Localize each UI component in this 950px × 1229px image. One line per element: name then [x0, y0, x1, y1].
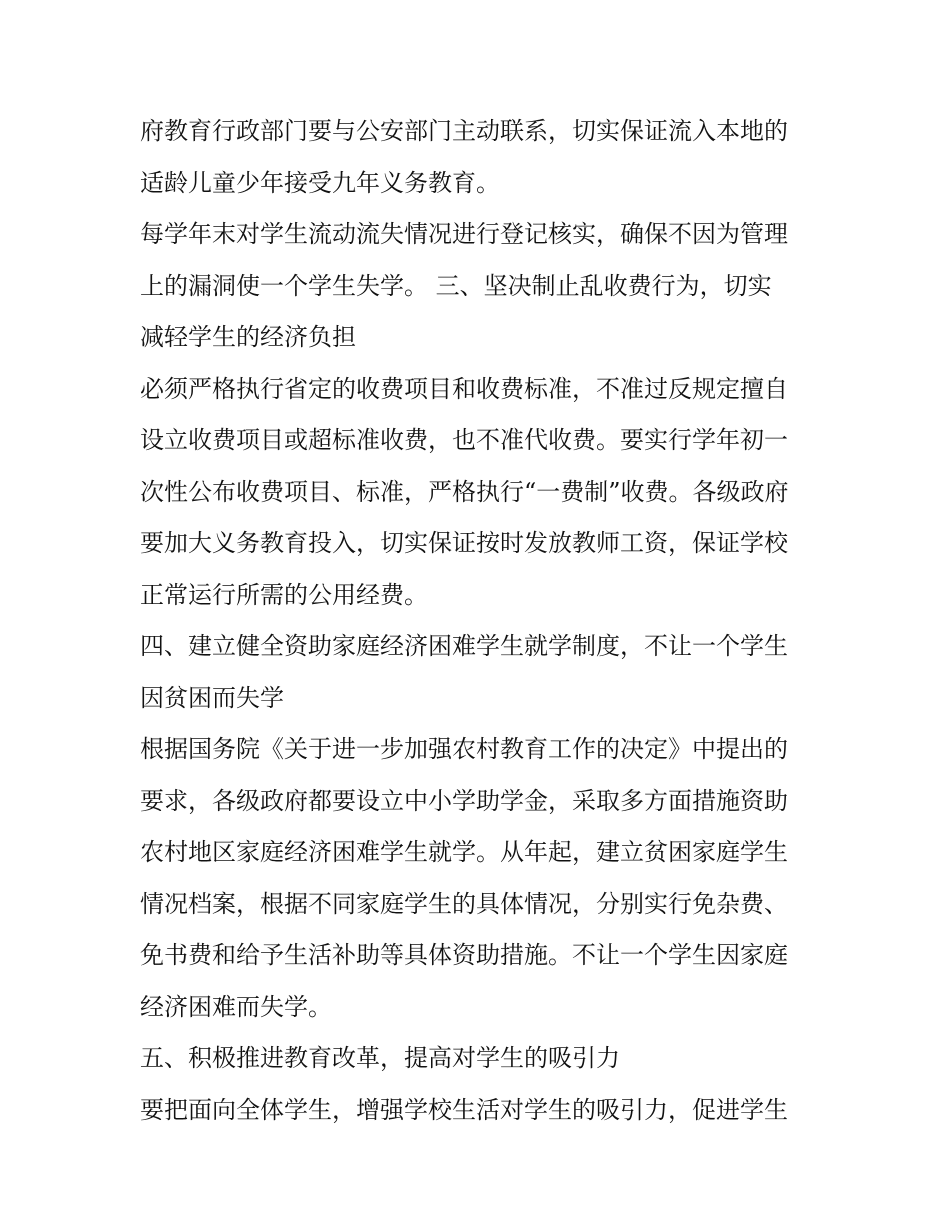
text-line: 减轻学生的经济负担	[140, 323, 356, 351]
section-heading: 四、建立健全资助家庭经济困难学生就学制度，不让一个学生	[140, 632, 788, 660]
text-line: 必须严格执行省定的收费项目和收费标准，不准过反规定擅自	[140, 374, 788, 403]
text-line: 根据国务院《关于进一步加强农村教育工作的决定》中提出的	[140, 735, 788, 763]
text-line: 要把面向全体学生，增强学校生活对学生的吸引力，促进学生	[140, 1095, 788, 1124]
text-line: 上的漏洞使一个学生失学。 三、坚决制止乱收费行为，切实	[140, 271, 772, 300]
text-line: 情况档案，根据不同家庭学生的具体情况，分别实行免杂费、	[140, 889, 788, 918]
text-line: 适龄儿童少年接受九年义务教育。	[140, 168, 500, 197]
section-heading: 五、积极推进教育改革，提高对学生的吸引力	[140, 1044, 620, 1072]
text-line: 免书费和给予生活补助等具体资助措施。不让一个学生因家庭	[140, 941, 788, 969]
text-line: 农村地区家庭经济困难学生就学。从年起，建立贫困家庭学生	[140, 838, 788, 866]
section-heading: 因贫困而失学	[140, 683, 284, 712]
text-line: 次性公布收费项目、标准，严格执行“一费制”收费。各级政府	[140, 477, 789, 506]
text-line: 每学年末对学生流动流失情况进行登记核实，确保不因为管理	[140, 220, 788, 248]
text-line: 正常运行所需的公用经费。	[140, 580, 428, 609]
text-line: 设立收费项目或超标准收费，也不准代收费。要实行学年初一	[140, 426, 788, 454]
text-line: 经济困难而失学。	[140, 992, 332, 1021]
document-body	[140, 106, 820, 1136]
text-line: 要加大义务教育投入，切实保证按时发放教师工资，保证学校	[140, 529, 788, 557]
text-line: 要求，各级政府都要设立中小学助学金，采取多方面措施资助	[140, 786, 788, 815]
text-line: 府教育行政部门要与公安部门主动联系，切实保证流入本地的	[140, 117, 788, 145]
